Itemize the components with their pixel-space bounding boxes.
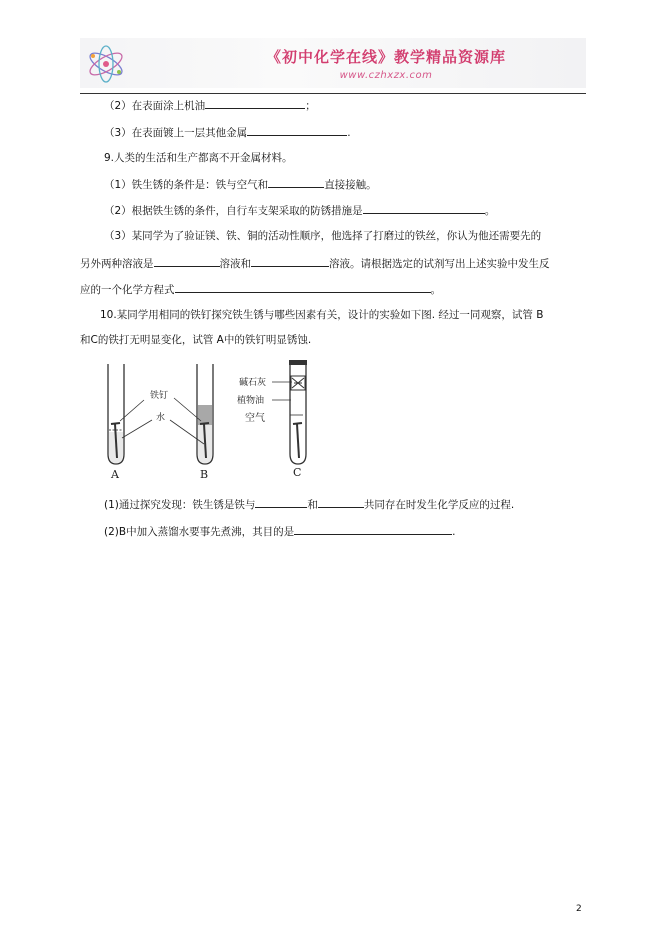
test-tube-a bbox=[108, 364, 124, 464]
q9-item-1 bbox=[104, 176, 377, 192]
q9-item-2-text: （2）根据铁生锈的条件，自行车支架采取的防锈措施是 bbox=[104, 205, 363, 217]
q9-item-3-text-c: 溶液。请根据选定的试剂写出上述实验中发生反 bbox=[329, 258, 550, 270]
test-tube-c bbox=[289, 360, 307, 464]
q9-item-1-end: 直接接触。 bbox=[324, 179, 377, 191]
q9-item-3-line-3 bbox=[80, 281, 441, 297]
q8-item-2 bbox=[104, 97, 316, 113]
q8-item-3 bbox=[104, 124, 351, 140]
label-water: 水 bbox=[156, 413, 166, 423]
q10-item-1-mid: 和 bbox=[307, 499, 318, 511]
answer-blank[interactable] bbox=[318, 496, 364, 508]
label-iron-nail: 铁钉 bbox=[150, 391, 169, 401]
caption-b: B bbox=[200, 468, 209, 481]
answer-blank[interactable] bbox=[247, 124, 347, 136]
label-air: 空气 bbox=[245, 413, 265, 424]
answer-blank[interactable] bbox=[251, 255, 329, 267]
q9-title: 9.人类的生活和生产都离不开金属材料。 bbox=[104, 152, 293, 164]
test-tubes-illustration bbox=[100, 358, 350, 470]
test-tube-b bbox=[197, 364, 213, 464]
q9-item-2 bbox=[104, 202, 495, 218]
banner-title: 《初中化学在线》教学精品资源库 bbox=[265, 48, 506, 66]
q9-item-3-text-d: 应的一个化学方程式 bbox=[80, 284, 175, 296]
banner-url: www.czhxzx.com bbox=[339, 70, 433, 81]
header-divider bbox=[80, 93, 586, 94]
q10-item-2-text: (2)B中加入蒸馏水要事先煮沸，其目的是 bbox=[104, 526, 295, 538]
q9-item-3-line-2 bbox=[80, 255, 550, 271]
caption-c: C bbox=[293, 466, 302, 479]
label-vegetable-oil: 植物油 bbox=[237, 396, 265, 406]
answer-blank[interactable] bbox=[294, 523, 452, 535]
caption-a: A bbox=[111, 468, 119, 481]
q8-item-3-end: . bbox=[347, 127, 351, 139]
q9-item-3-line-1: （3）某同学为了验证镁、铁、铜的活动性顺序，他选择了打磨过的铁丝，你认为他还需要先的 bbox=[104, 230, 542, 242]
atom-logo-icon bbox=[84, 42, 128, 86]
answer-blank[interactable] bbox=[154, 255, 220, 267]
answer-blank[interactable] bbox=[255, 496, 307, 508]
q8-item-3-text: （3）在表面镀上一层其他金属 bbox=[104, 127, 248, 139]
q10-item-1-text: (1)通过探究发现：铁生锈是铁与 bbox=[104, 499, 256, 511]
q10-item-2 bbox=[104, 523, 455, 539]
q10-item-1 bbox=[104, 496, 514, 512]
answer-blank[interactable] bbox=[363, 202, 485, 214]
rust-experiment-figure bbox=[100, 358, 350, 486]
q9-item-3-text-b: 溶液和 bbox=[219, 258, 251, 270]
q10-item-2-end: . bbox=[452, 526, 456, 538]
q8-item-2-text: （2）在表面涂上机油 bbox=[104, 100, 206, 112]
q8-item-2-end: ； bbox=[305, 100, 316, 112]
page-number: 2 bbox=[576, 904, 582, 914]
label-soda-lime: 碱石灰 bbox=[239, 378, 267, 388]
q9-item-2-end: 。 bbox=[484, 205, 496, 217]
q10-item-1-end: 共同存在时发生化学反应的过程. bbox=[363, 499, 515, 511]
answer-blank[interactable] bbox=[268, 176, 324, 188]
q9-item-1-text: （1）铁生锈的条件是：铁与空气和 bbox=[104, 179, 269, 191]
q9-item-3-text-a: 另外两种溶液是 bbox=[80, 258, 154, 270]
answer-blank[interactable] bbox=[205, 97, 305, 109]
q9-item-3-end: 。 bbox=[430, 284, 441, 296]
q10-line-2: 和C的铁打无明显变化，试管 A中的铁钉明显锈蚀. bbox=[80, 334, 312, 346]
q10-line-1: 10.某同学用相同的铁钉探究铁生锈与哪些因素有关，设计的实验如下图. 经过一同观察，试管 B bbox=[100, 309, 544, 321]
answer-blank[interactable] bbox=[175, 281, 431, 293]
